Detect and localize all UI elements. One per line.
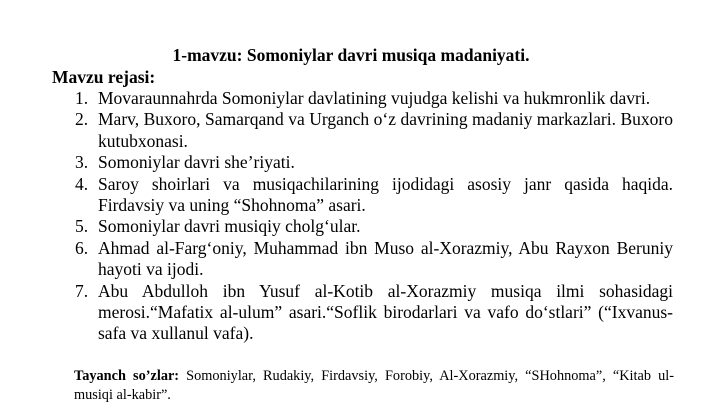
page-title: 1-mavzu: Somoniylar davri musiqa madaniyati. (172, 45, 530, 65)
list-item-number: 1. (75, 88, 89, 108)
list-item-number: 6. (75, 237, 89, 258)
plan-heading: Mavzu rejasi: (52, 67, 156, 87)
list-item-text: Abu Abdulloh ibn Yusuf al-Kotib al-Xorazmiy musiqa ilmi sohasidagi merosi.“Mafatix al-ulum” asari.“Soflik birodarlari va vafo do‘stlari” (“Ixvanus-safa va xullanul vafa). (98, 280, 673, 344)
list-item-text: Movaraunnahrda Somoniylar davlatining vujudga kelishi va hukmronlik davri. (98, 88, 651, 108)
list-item (75, 109, 673, 152)
list-item-text: Saroy shoirlari va musiqachilarining ijodidagi asosiy janr qasida haqida. Firdavsiy va uning “Shohnoma” asari. (98, 173, 673, 216)
list-item (75, 88, 673, 109)
list-item (75, 152, 673, 173)
keywords-text: Somoniylar, Rudakiy, Firdavsiy, Forobiy, Al-Xorazmiy, “SHohnoma”, “Kitab ul-musiqi al-kabir”. (74, 368, 674, 403)
list-item (75, 173, 673, 217)
list-item-text: Somoniylar davri she’riyati. (98, 152, 295, 173)
list-item (75, 237, 673, 281)
list-item-number: 3. (75, 152, 89, 173)
list-item-number: 2. (75, 109, 89, 130)
list-item-text: Marv, Buxoro, Samarqand va Urganch o‘z davrining madaniy markazlari. Buxoro kutubxonasi. (98, 109, 673, 151)
keywords-paragraph (74, 367, 674, 405)
list-item-text: Somoniylar davri musiqiy cholg‘ular. (98, 216, 361, 237)
list-item-text: Ahmad al-Farg‘oniy, Muhammad ibn Muso al-Xorazmiy, Abu Rayxon Beruniy hayoti va ijodi. (98, 237, 673, 280)
keywords-label: Tayanch so’zlar: (74, 368, 180, 384)
list-item-number: 7. (75, 280, 89, 301)
plan-list (0, 88, 673, 345)
list-item-number: 4. (75, 173, 89, 194)
list-item (75, 280, 673, 345)
list-item-number: 5. (75, 216, 89, 237)
list-item (75, 216, 673, 237)
